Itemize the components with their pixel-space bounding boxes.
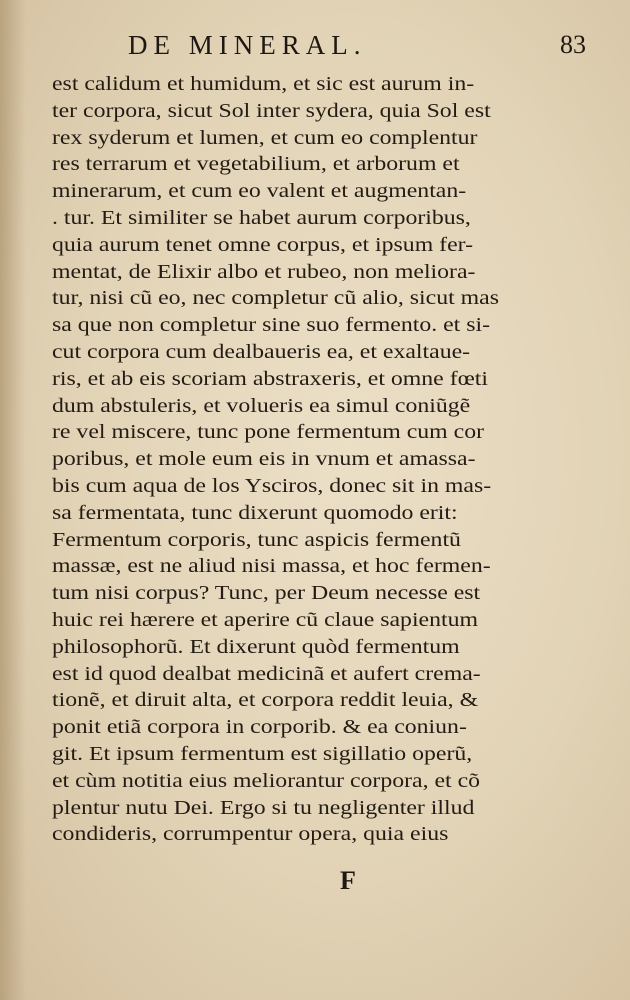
running-head: DE MINERAL. — [128, 30, 367, 60]
text-line: dum abstuleris, et volueris ea simul coniũgẽ — [52, 395, 471, 417]
text-line: re vel miscere, tunc pone fermentum cum cor — [52, 422, 485, 444]
text-line: . tur. Et similiter se habet aurum corporibus, — [52, 207, 471, 229]
text-line: ter corpora, sicut Sol inter sydera, quia Sol est — [52, 100, 491, 122]
text-line: ris, et ab eis scoriam abstraxeris, et omne fœti — [52, 368, 489, 390]
text-line: sa fermentata, tunc dixerunt quomodo erit: — [52, 502, 458, 524]
text-line: ponit etiã corpora in corporib. & ea coniun- — [52, 717, 467, 739]
text-line: git. Et ipsum fermentum est sigillatio operũ, — [52, 743, 473, 765]
text-line: bis cum aqua de los Ysciros, donec sit in mas- — [52, 475, 492, 497]
text-line: et cùm notitia eius meliorantur corpora, et cõ — [52, 770, 481, 792]
text-line: est id quod dealbat medicinã et aufert crema- — [52, 663, 481, 685]
text-line: poribus, et mole eum eis in vnum et amassa- — [52, 449, 476, 471]
text-line: sa que non completur sine suo fermento. et si- — [52, 315, 491, 337]
page-number: 83 — [560, 30, 586, 59]
text-line: tionẽ, et diruit alta, et corpora reddit leuia, & — [52, 690, 479, 712]
text-line: est calidum et humidum, et sic est aurum in- — [52, 74, 475, 95]
text-line: massæ, est ne aliud nisi massa, et hoc fermen- — [52, 556, 491, 578]
text-line: tum nisi corpus? Tunc, per Deum necesse est — [52, 583, 481, 605]
text-line: plentur nutu Dei. Ergo si tu negligenter illud — [52, 797, 475, 819]
text-line: philosophorũ. Et dixerunt quòd fermentum — [52, 636, 460, 658]
text-line: Fermentum corporis, tunc aspicis fermentũ — [52, 529, 461, 551]
signature-mark: F — [340, 866, 356, 895]
text-line: res terrarum et vegetabilium, et arborum et — [52, 154, 460, 176]
text-line: quia aurum tenet omne corpus, et ipsum fer- — [52, 234, 474, 256]
text-line: huic rei hærere et aperire cũ claue sapientum — [52, 609, 479, 631]
text-line: cut corpora cum dealbaueris ea, et exaltaue- — [52, 341, 471, 363]
text-line: rex syderum et lumen, et cum eo complentur — [52, 127, 478, 149]
text-line: condideris, corrumpentur opera, quia eius — [52, 824, 449, 846]
page-header — [0, 30, 630, 66]
text-line: minerarum, et cum eo valent et augmentan- — [52, 181, 467, 203]
text-line: tur, nisi cũ eo, nec completur cũ alio, sicut mas — [52, 288, 499, 310]
text-line: mentat, de Elixir albo et rubeo, non meliora- — [52, 261, 476, 283]
body-text — [52, 72, 499, 849]
